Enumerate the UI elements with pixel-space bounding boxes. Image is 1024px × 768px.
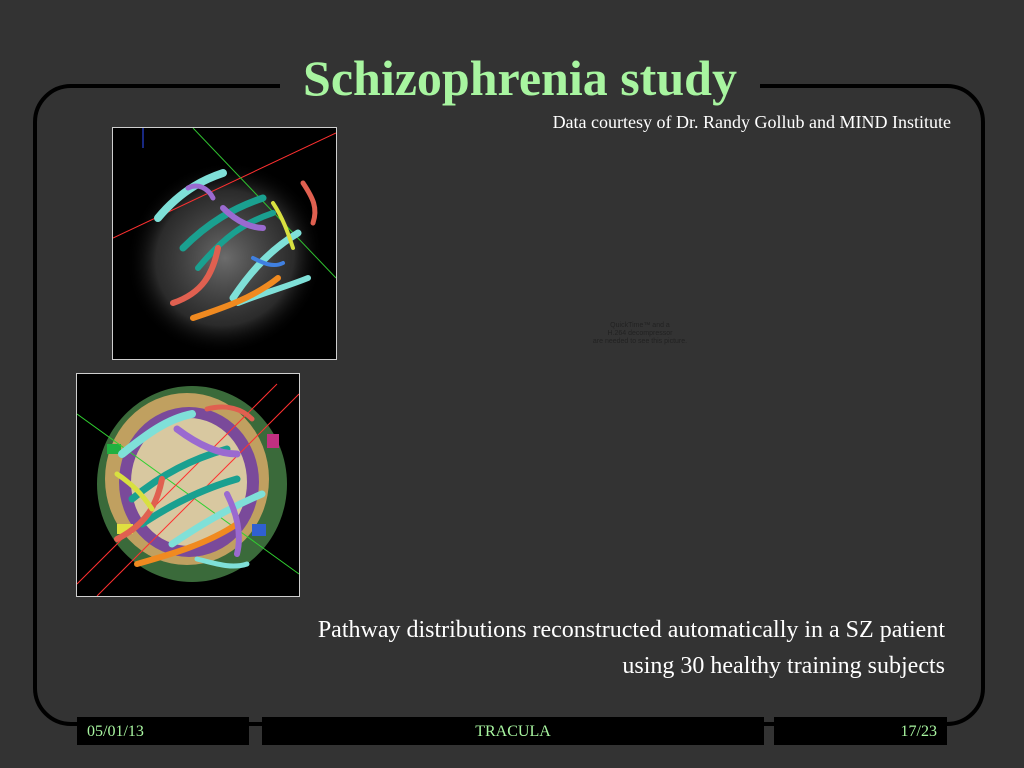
footer-date: 05/01/13: [77, 717, 249, 745]
placeholder-line: H.264 decompressor: [607, 330, 673, 337]
placeholder-line: QuickTime™ and a: [610, 322, 670, 329]
media-placeholder-note: [580, 322, 700, 346]
tractography-top-image: [112, 127, 337, 360]
slide-title: Schizophrenia study: [303, 50, 737, 106]
slide-caption: [318, 612, 945, 684]
placeholder-line: are needed to see this picture.: [592, 338, 688, 345]
tractography-bottom-image: [76, 373, 300, 597]
data-credit: Data courtesy of Dr. Randy Gollub and MIND Institute: [552, 112, 951, 132]
footer-title: TRACULA: [262, 717, 764, 745]
caption-line-1: Pathway distributions reconstructed automatically in a SZ patient: [317, 617, 945, 643]
title-container: [280, 48, 760, 110]
footer-page-number: 17/23: [774, 717, 947, 745]
caption-line-2: using 30 healthy training subjects: [622, 653, 945, 679]
